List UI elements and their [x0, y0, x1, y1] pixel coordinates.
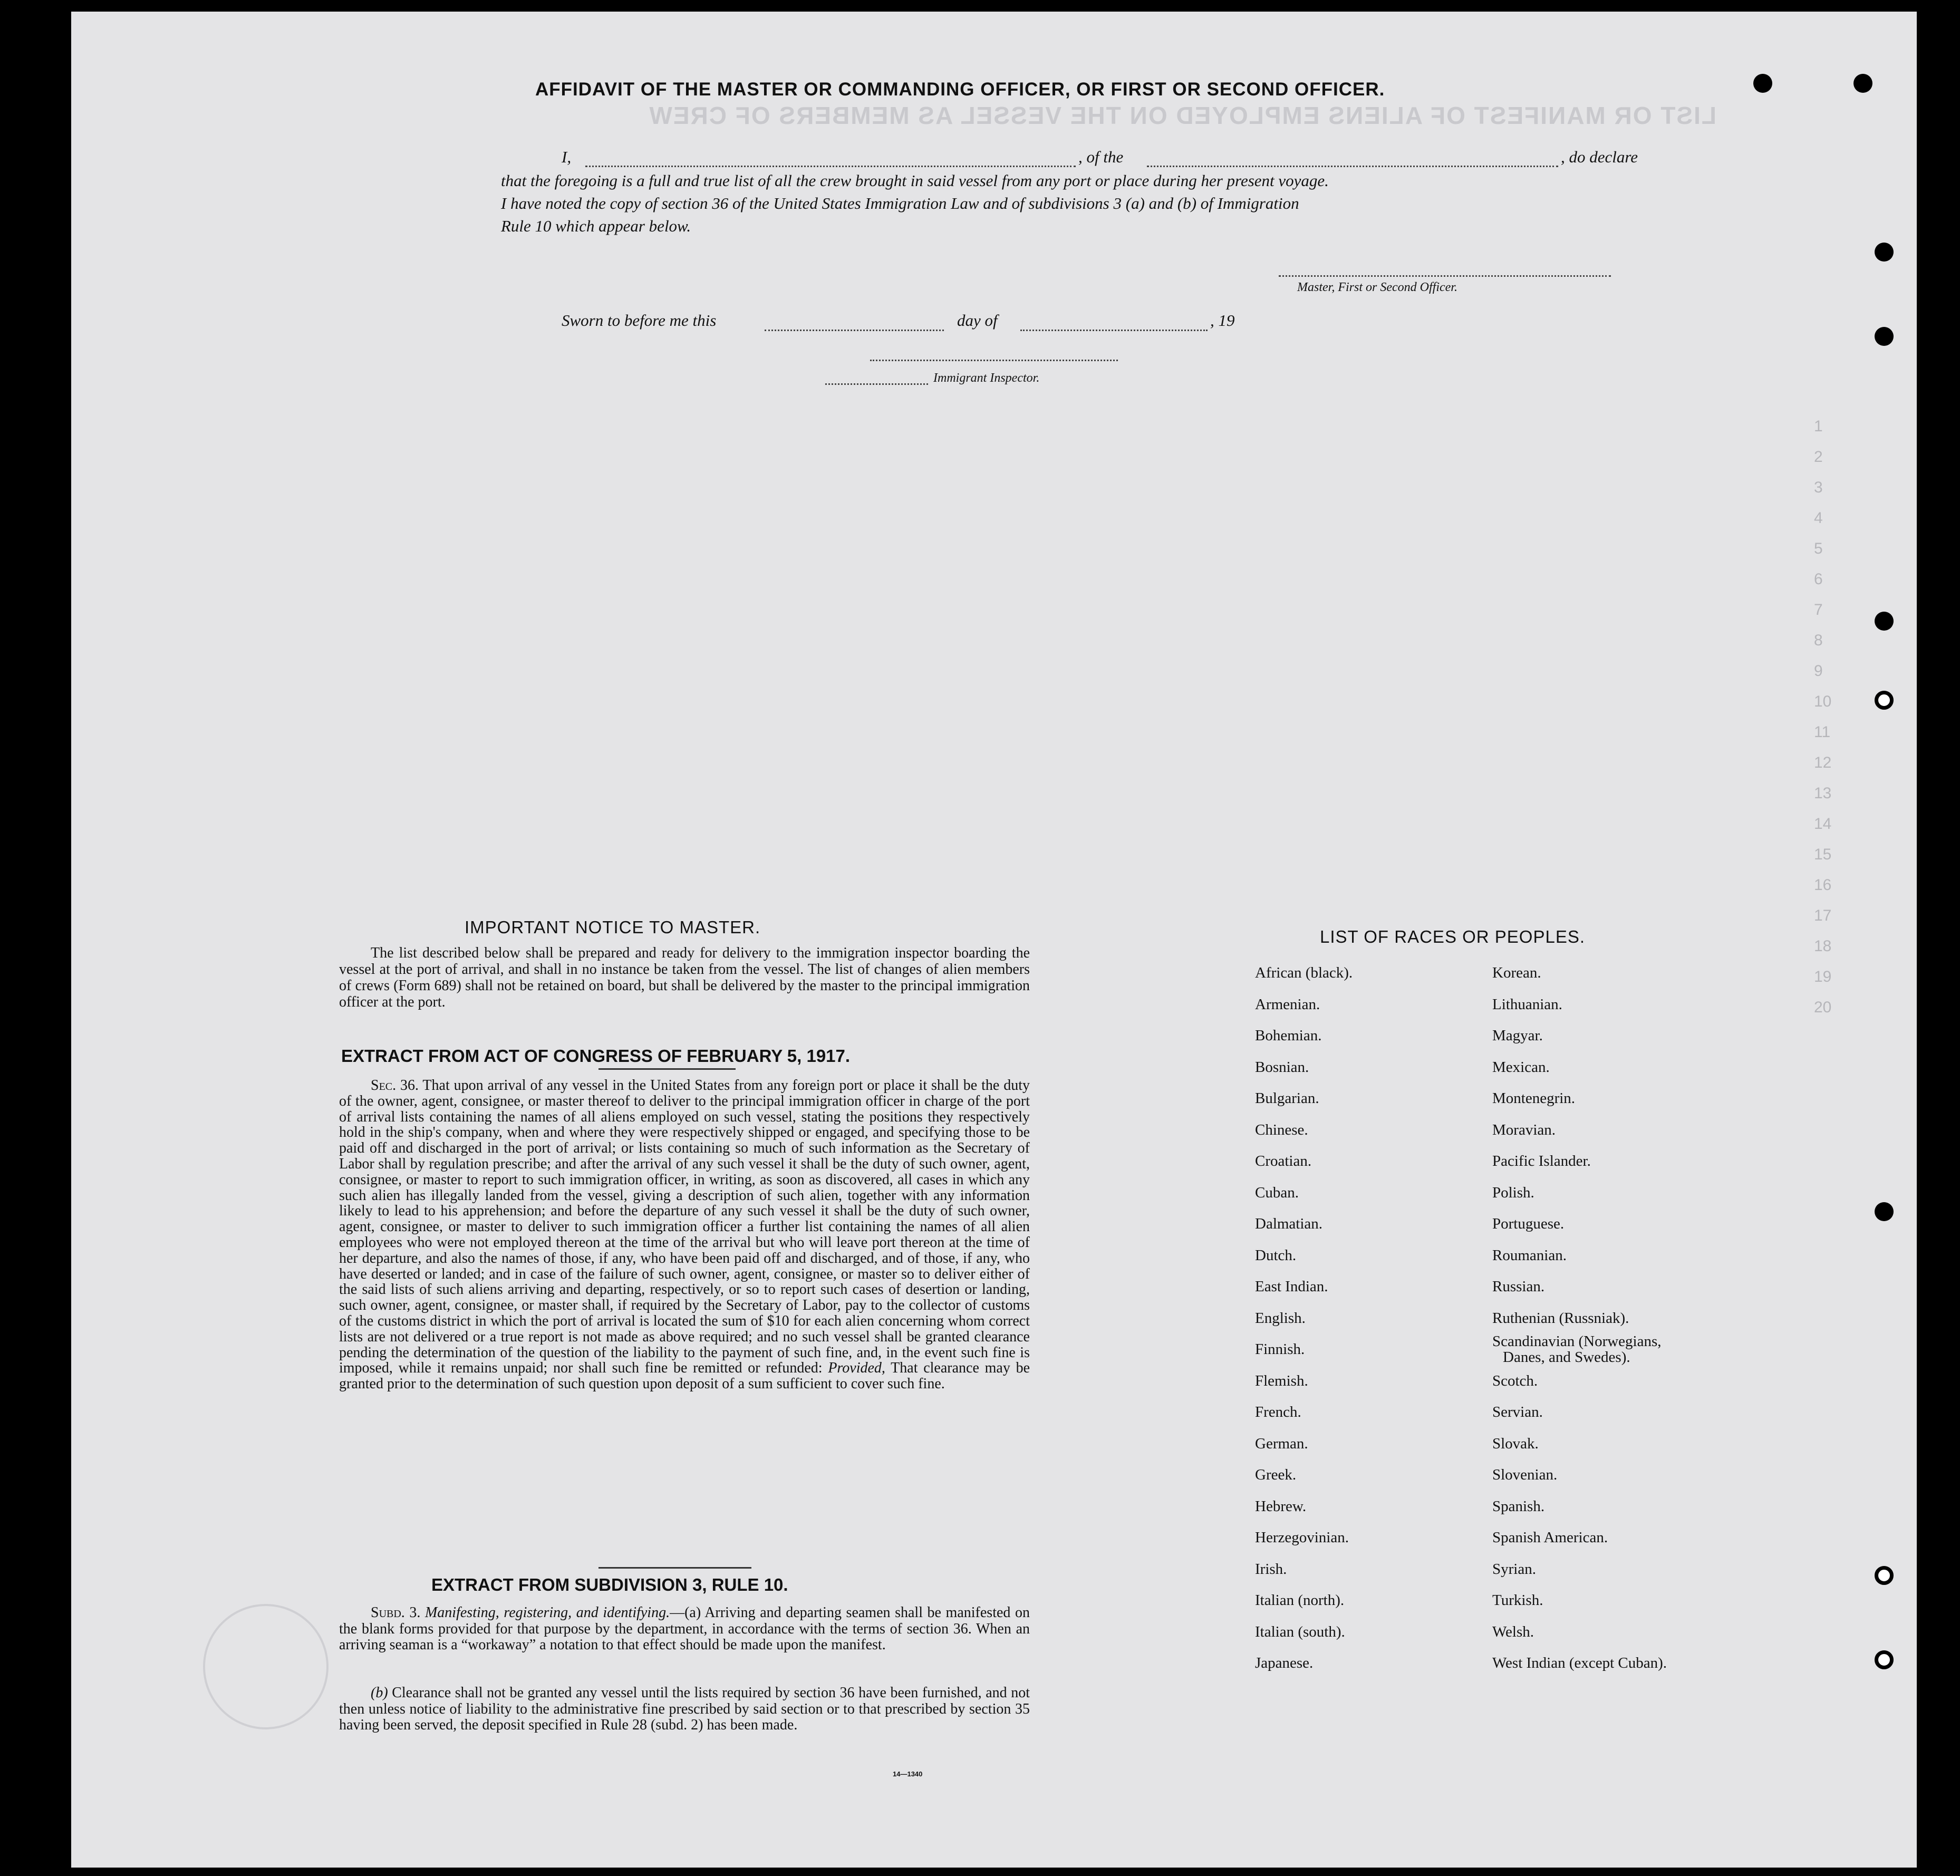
race-item: Turkish.	[1492, 1592, 1543, 1609]
ghost-row-number: 17	[1814, 907, 1832, 924]
ghost-row-number: 5	[1814, 540, 1823, 557]
races-heading: LIST OF RACES OR PEOPLES.	[1320, 927, 1586, 946]
race-item: Servian.	[1492, 1404, 1543, 1420]
race-item: Syrian.	[1492, 1560, 1536, 1578]
ghost-row-number: 9	[1814, 662, 1823, 680]
race-item: Polish.	[1492, 1184, 1534, 1201]
race-item: Korean.	[1492, 964, 1541, 981]
affidavit-of-the-label: , of the	[1078, 148, 1124, 166]
punch-hole	[1875, 1202, 1894, 1221]
race-item: Dutch.	[1255, 1246, 1297, 1264]
race-item: Slovak.	[1492, 1435, 1539, 1452]
punch-hole	[1875, 327, 1894, 346]
race-item: Italian (north).	[1255, 1592, 1345, 1609]
master-name-field[interactable]	[585, 166, 1076, 167]
race-item: Montenegrin.	[1492, 1090, 1576, 1107]
race-item: Roumanian.	[1492, 1246, 1567, 1264]
ghost-row-number: 19	[1814, 968, 1832, 985]
punch-hole	[1875, 243, 1894, 262]
race-item: Herzegovinian.	[1255, 1529, 1349, 1546]
race-item: Bosnian.	[1255, 1058, 1309, 1076]
race-item: Scandinavian (Norwegians,	[1492, 1333, 1662, 1350]
ghost-row-number: 4	[1814, 509, 1823, 527]
subd-label: Subd. 3.	[371, 1604, 421, 1621]
subd-para-b-label: (b)	[371, 1685, 388, 1701]
master-signature-field[interactable]	[1279, 275, 1611, 277]
document-page	[71, 12, 1917, 1868]
ghost-row-number: 6	[1814, 570, 1823, 588]
race-item: Dalmatian.	[1255, 1215, 1323, 1232]
race-item: Pacific Islander.	[1492, 1153, 1591, 1169]
race-item: East Indian.	[1255, 1278, 1328, 1295]
form-number: 14—1340	[893, 1770, 923, 1778]
rule-extract-body-a	[339, 1605, 1030, 1653]
day-of-label: day of	[957, 311, 998, 330]
ghost-row-number: 16	[1814, 876, 1832, 894]
punch-hole	[1875, 1566, 1894, 1585]
punch-hole	[1753, 74, 1772, 93]
race-item: Russian.	[1492, 1278, 1545, 1295]
race-item: West Indian (except Cuban).	[1492, 1655, 1667, 1671]
affidavit-line4: Rule 10 which appear below.	[501, 217, 691, 235]
ghost-row-number: 7	[1814, 601, 1823, 618]
ghost-row-number: 12	[1814, 754, 1832, 771]
race-item: Magyar.	[1492, 1027, 1543, 1044]
rule-extract-heading: EXTRACT FROM SUBDIVISION 3, RULE 10.	[431, 1575, 788, 1594]
races-left-column	[1255, 958, 1353, 1679]
race-item: Italian (south).	[1255, 1623, 1345, 1640]
ghost-row-number: 15	[1814, 846, 1832, 863]
ghost-row-number: 14	[1814, 815, 1832, 833]
subd-para-a: —(a) Arriving and departing seamen shall be manifested on the blank forms provided for that purpose by the department, in accordance with the terms of section 36. When an arriving seaman is a “workaway” a notation to that effect should be made upon the manifest.	[339, 1604, 1030, 1653]
race-item: Spanish American.	[1492, 1529, 1608, 1546]
act-section-label: Sec. 36.	[371, 1077, 419, 1094]
vessel-name-field[interactable]	[1147, 166, 1558, 167]
race-item: Chinese.	[1255, 1121, 1308, 1138]
race-item: Welsh.	[1492, 1623, 1534, 1640]
race-item: Bohemian.	[1255, 1027, 1322, 1044]
ghost-row-number: 8	[1814, 632, 1823, 649]
race-item: Cuban.	[1255, 1184, 1299, 1201]
ghost-row-number: 2	[1814, 448, 1823, 466]
inspector-label: Immigrant Inspector.	[933, 371, 1040, 385]
race-item: Armenian.	[1255, 995, 1320, 1013]
race-item: Irish.	[1255, 1560, 1287, 1578]
race-item: Bulgarian.	[1255, 1090, 1319, 1107]
race-item: Hebrew.	[1255, 1497, 1307, 1515]
notice-heading: IMPORTANT NOTICE TO MASTER.	[465, 917, 761, 937]
official-seal	[203, 1604, 329, 1729]
subd-para-b: Clearance shall not be granted any vessel until the lists required by section 36 have been furnished, and not then unless notice of liability to the administrative fine prescribed by said section or to that prescribed by section 35 having been served, the deposit specified in Rule 28 (subd. 2) has been made.	[339, 1685, 1030, 1733]
ghost-row-number: 18	[1814, 937, 1832, 955]
race-item: Moravian.	[1492, 1121, 1556, 1138]
race-item: Lithuanian.	[1492, 995, 1562, 1013]
year-label: , 19	[1210, 311, 1235, 330]
race-item: Spanish.	[1492, 1497, 1545, 1515]
race-item: Croatian.	[1255, 1153, 1312, 1169]
punch-hole	[1853, 74, 1872, 93]
inspector-signature-field-2[interactable]	[825, 383, 928, 385]
race-item: Greek.	[1255, 1466, 1297, 1483]
ghost-row-number: 13	[1814, 785, 1832, 802]
race-item: English.	[1255, 1309, 1306, 1327]
race-item: Mexican.	[1492, 1058, 1550, 1076]
race-item: Portuguese.	[1492, 1215, 1565, 1232]
subd-title: Manifesting, registering, and identifying.	[424, 1604, 670, 1621]
act-extract-body	[339, 1078, 1030, 1392]
race-item: French.	[1255, 1404, 1301, 1420]
races-right-column	[1492, 958, 1667, 1679]
punch-hole	[1875, 612, 1894, 631]
rule-extract-body-b	[339, 1685, 1030, 1734]
divider-rule	[598, 1567, 751, 1569]
sworn-day-field[interactable]	[765, 330, 944, 331]
race-item: African (black).	[1255, 964, 1353, 981]
act-provided-word: Provided,	[828, 1360, 885, 1377]
punch-hole	[1875, 691, 1894, 710]
race-item: Scotch.	[1492, 1372, 1538, 1389]
race-item: Japanese.	[1255, 1655, 1314, 1671]
divider-rule	[598, 1068, 736, 1070]
race-item: Flemish.	[1255, 1372, 1308, 1389]
master-signature-label: Master, First or Second Officer.	[1297, 281, 1457, 294]
race-item: Slovenian.	[1492, 1466, 1558, 1483]
ghost-row-number: 1	[1814, 418, 1823, 435]
inspector-signature-field[interactable]	[870, 360, 1118, 361]
act-section-text: That upon arrival of any vessel in the United States from any foreign port or place it shall be the duty of the owner, agent, consignee, or master thereof to deliver to the principal immigration officer in charge of the port of arrival lists containing the names of all aliens employed on such vessel, stating the positions they respectively hold in the ship's company, when and where they were respectively shipped or engaged, and specifying those to be paid off and discharged in the port of arrival; or lists containing so much of such information as the Secretary of Labor shall by regulation prescribe; and after the arrival of any such vessel it shall be the duty of such owner, agent, consignee, or master to report to such immigration officer, in writing, as soon as discovered, all cases in which any such alien has illegally landed from the vessel, giving a description of such alien, together with any information likely to lead to his apprehension; and before the departure of any such vessel it shall be the duty of such owner, agent, consignee, or master to deliver to such immigration officer a further list containing the names of all alien employees who were not employed thereon at the time of the arrival but who will leave port thereon at the time of her departure, and also the names of those, if any, who have been paid off and discharged, and of those, if any, who have deserted or landed; and in case of the failure of such owner, agent, consignee, or master so to deliver either of the said lists of such aliens arriving and departing, respectively, or so to report such cases of desertion or landing, such owner, agent, consignee, or master shall, if required by the Secretary of Labor, pay to the collector of customs of the customs district in which the port of arrival is located the sum of $10 for each alien concerning whom correct lists are not delivered or a true report is not made as above required; and no such vessel shall be granted clearance pending the determination of the question of the liability to the payment of such fine, and, in the event such fine is imposed, while it remains unpaid; nor shall such fine be remitted or refunded:	[339, 1077, 1030, 1377]
sworn-label: Sworn to before me this	[562, 311, 717, 330]
race-item: Ruthenian (Russniak).	[1492, 1309, 1629, 1327]
affidavit-i-label: I,	[562, 148, 572, 166]
ghost-row-number: 3	[1814, 479, 1823, 496]
race-item: Danes, and Swedes).	[1503, 1348, 1630, 1366]
race-item: German.	[1255, 1435, 1308, 1452]
ghost-row-number: 11	[1814, 723, 1831, 741]
act-section-end: That clearance may be granted prior to the determination of such question upon deposit of a sum sufficient to cover such fine.	[339, 1360, 1030, 1393]
affidavit-heading: AFFIDAVIT OF THE MASTER OR COMMANDING OFFICER, OR FIRST OR SECOND OFFICER.	[535, 79, 1385, 100]
punch-hole	[1875, 1650, 1894, 1669]
affidavit-do-declare: , do declare	[1561, 148, 1638, 166]
ghost-manifest-title: LIST OR MANIFEST OF ALIENS EMPLOYED ON THE VESSEL AS MEMBERS OF CREW	[648, 102, 1716, 129]
affidavit-line3: I have noted the copy of section 36 of the United States Immigration Law and of subdivisions 3 (a) and (b) of Immigration	[501, 194, 1299, 212]
act-extract-heading: EXTRACT FROM ACT OF CONGRESS OF FEBRUARY 5, 1917.	[341, 1046, 851, 1066]
ghost-row-number: 20	[1814, 999, 1832, 1016]
notice-body: The list described below shall be prepared and ready for delivery to the immigration inspector boarding the vessel at the port of arrival, and shall in no instance be taken from the vessel. The list of changes of alien members of crews (Form 689) shall not be retained on board, but shall be delivered by the master to the principal immigration officer at the port.	[339, 945, 1030, 1010]
sworn-month-field[interactable]	[1020, 330, 1208, 331]
ghost-row-number: 10	[1814, 693, 1832, 710]
race-item: Finnish.	[1255, 1341, 1305, 1358]
affidavit-line2: that the foregoing is a full and true list of all the crew brought in said vessel from any port or place during her present voyage.	[501, 171, 1329, 190]
